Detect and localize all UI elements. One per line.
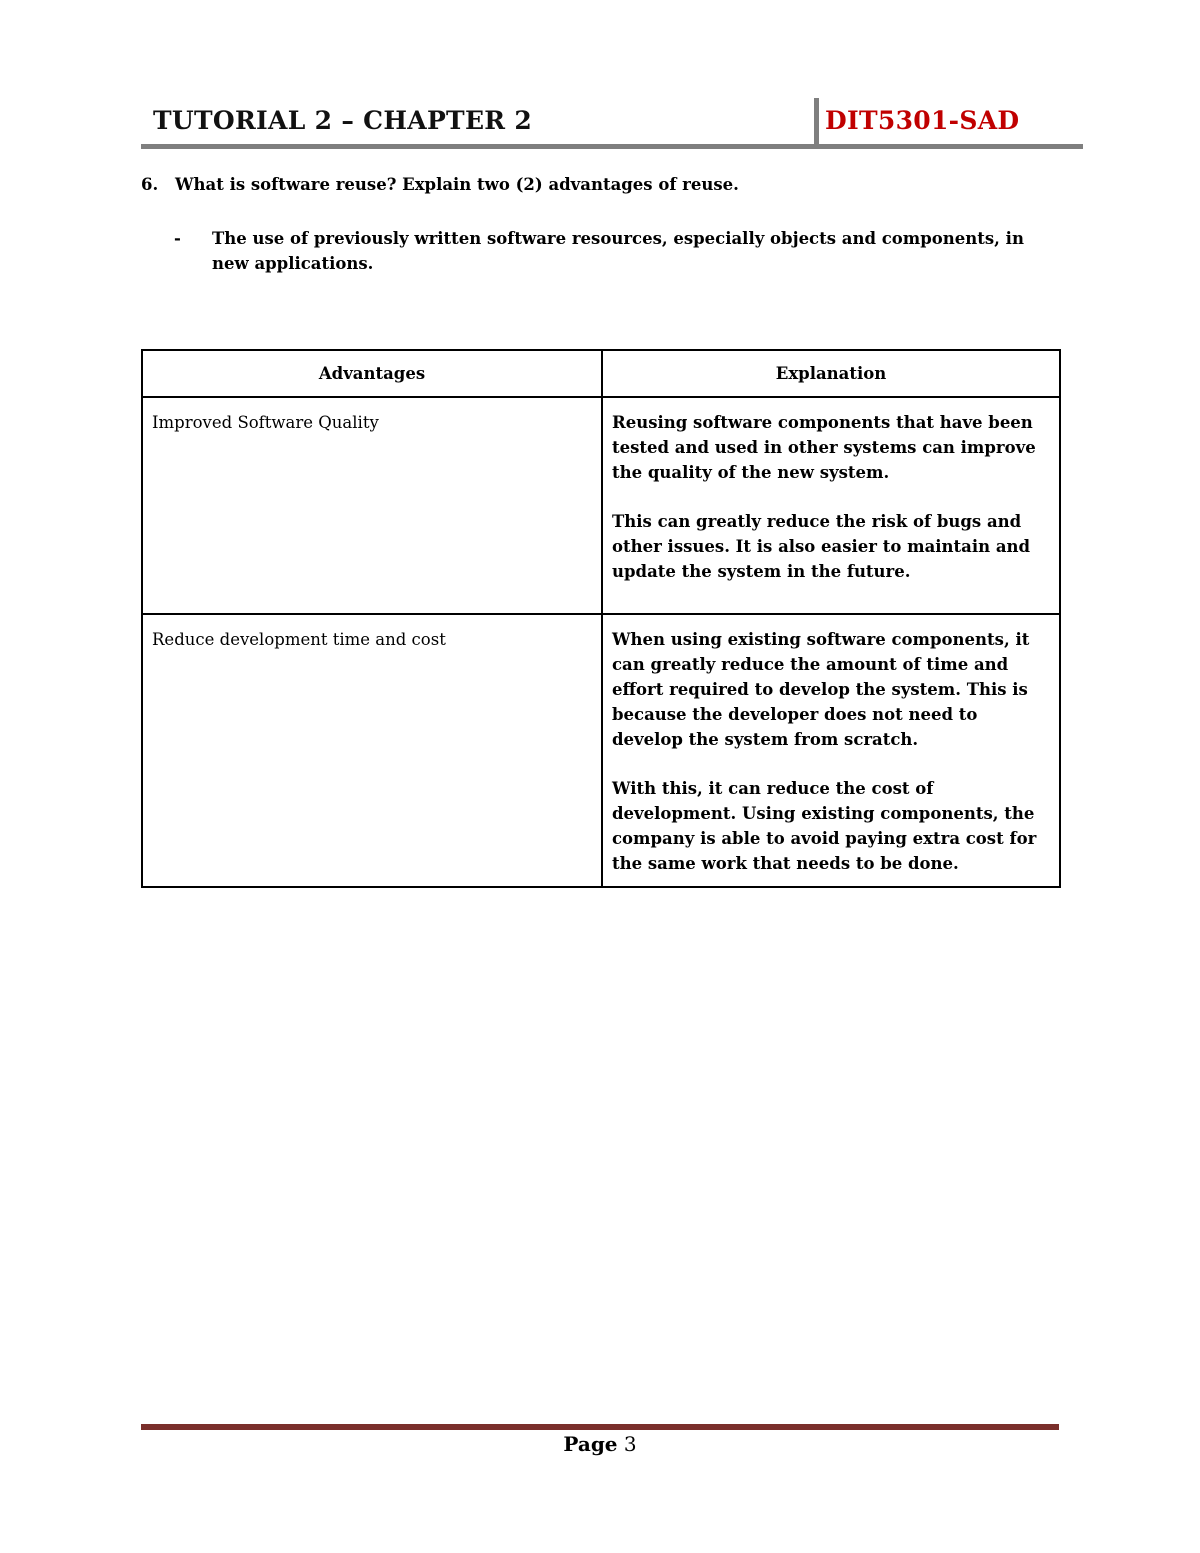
- explanation-cell: [602, 614, 1060, 887]
- explanation-paragraph: When using existing software components, it can greatly reduce the amount of time and effort required to develop the system. This is because the developer does not need to develop the system from scratch.: [612, 630, 1030, 749]
- explanation-paragraph: Reusing software components that have been tested and used in other systems can improve the quality of the new system.: [612, 413, 1036, 482]
- table-row: [142, 397, 1060, 614]
- table-row: [142, 614, 1060, 887]
- page-label: Page: [563, 1432, 618, 1456]
- explanation-paragraph: This can greatly reduce the risk of bugs and other issues. It is also easier to maintain and update the system in the future.: [612, 512, 1031, 581]
- advantage-cell: Improved Software Quality: [142, 397, 602, 614]
- answer-text: The use of previously written software resources, especially objects and components, in new applications.: [212, 229, 1024, 273]
- explanation-paragraph: With this, it can reduce the cost of development. Using existing components, the company is able to avoid paying extra cost for the same work that needs to be done.: [612, 779, 1037, 873]
- header-advantages: Advantages: [142, 350, 602, 397]
- header-rule: [141, 144, 1083, 149]
- question-6: [141, 175, 739, 194]
- document-title: TUTORIAL 2 – CHAPTER 2: [153, 106, 533, 135]
- page-number: [0, 1432, 1200, 1456]
- advantages-table: [141, 349, 1061, 888]
- explanation-cell: [602, 397, 1060, 614]
- question-text: What is software reuse? Explain two (2) advantages of reuse.: [175, 175, 739, 194]
- bullet-dash: -: [174, 229, 181, 248]
- question-number: 6.: [141, 175, 159, 194]
- table-header-row: [142, 350, 1060, 397]
- footer-rule: [141, 1424, 1059, 1430]
- page-number-value: 3: [623, 1432, 637, 1456]
- course-code: DIT5301-SAD: [825, 106, 1020, 135]
- header-explanation: Explanation: [602, 350, 1060, 397]
- page-header: [141, 98, 1083, 150]
- header-divider: [814, 98, 819, 146]
- advantage-cell: Reduce development time and cost: [142, 614, 602, 887]
- answer-definition: [174, 226, 1034, 276]
